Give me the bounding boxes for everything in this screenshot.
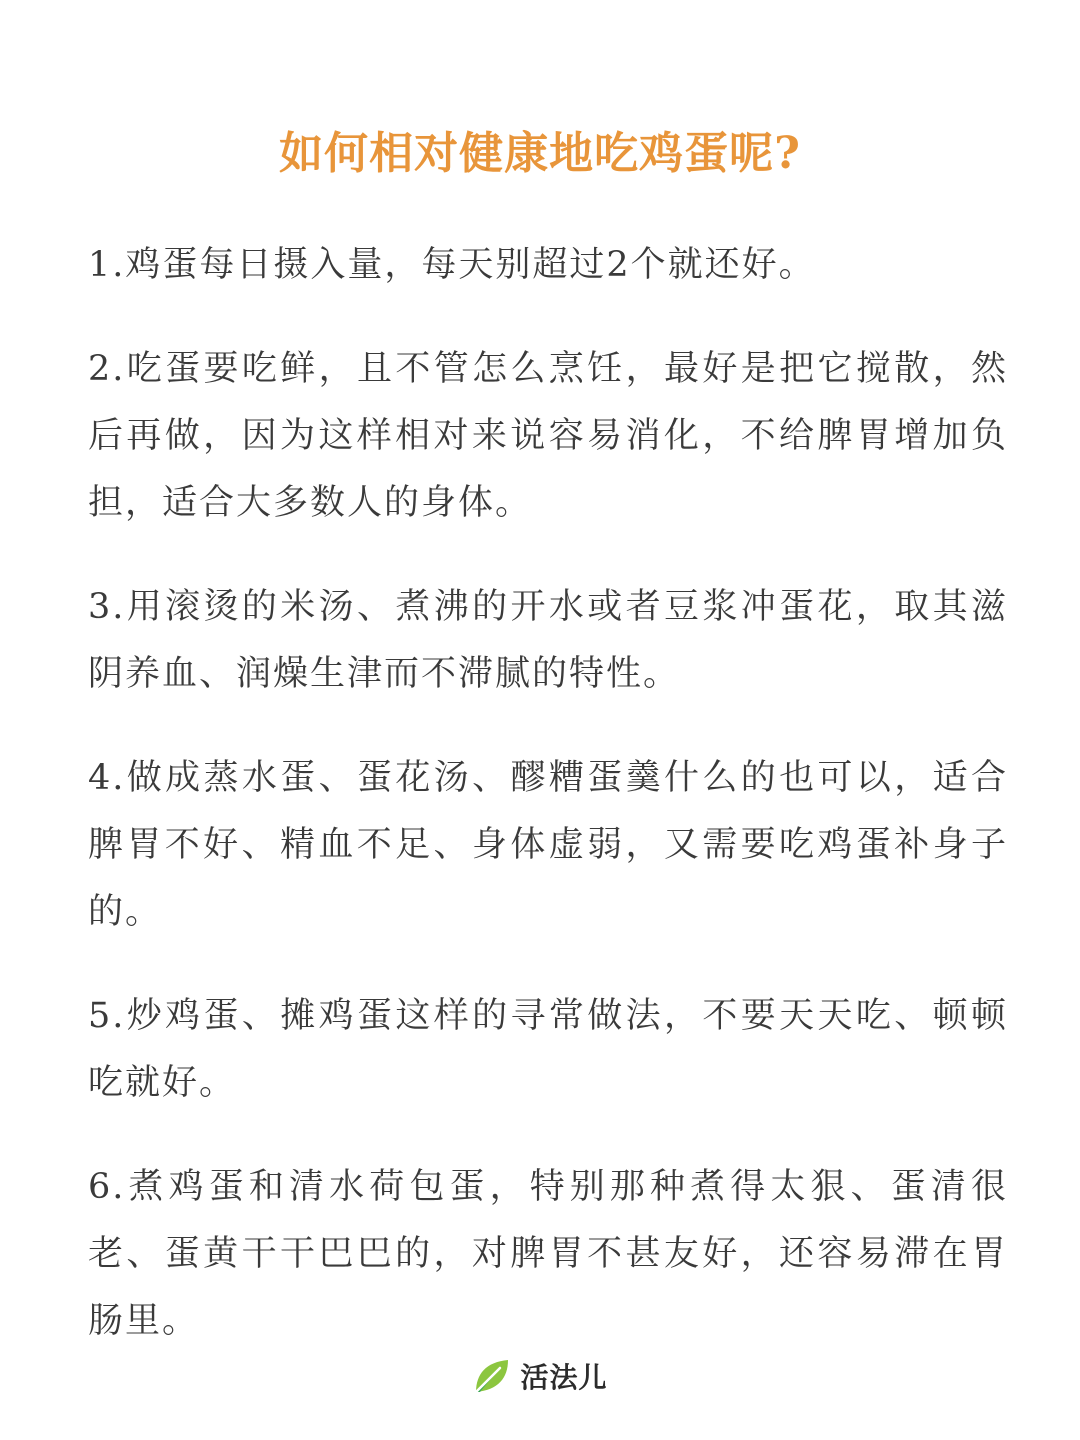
tip-item: 6.煮鸡蛋和清水荷包蛋，特别那种煮得太狠、蛋清很老、蛋黄干干巴巴的，对脾胃不甚友好，还容易滞在胃肠里。 xyxy=(88,1167,1008,1341)
tips-list xyxy=(88,232,1008,1392)
tip-item: 5.炒鸡蛋、摊鸡蛋这样的寻常做法，不要天天吃、顿顿吃就好。 xyxy=(88,996,1008,1103)
leaf-icon xyxy=(472,1356,512,1396)
tip-item: 2.吃蛋要吃鲜，且不管怎么烹饪，最好是把它搅散，然后再做，因为这样相对来说容易消化，不给脾胃增加负担，适合大多数人的身体。 xyxy=(88,349,1008,523)
page-title: 如何相对健康地吃鸡蛋呢? xyxy=(279,128,801,180)
tip-item: 3.用滚烫的米汤、煮沸的开水或者豆浆冲蛋花，取其滋阴养血、润燥生津而不滞腻的特性。 xyxy=(88,587,1008,694)
brand-name: 活法儿 xyxy=(520,1361,608,1394)
tip-item: 1.鸡蛋每日摄入量，每天别超过2个就还好。 xyxy=(88,245,816,285)
footer-brand xyxy=(0,1356,1080,1396)
tip-item: 4.做成蒸水蛋、蛋花汤、醪糟蛋羹什么的也可以，适合脾胃不好、精血不足、身体虚弱，又需要吃鸡蛋补身子的。 xyxy=(88,758,1008,932)
